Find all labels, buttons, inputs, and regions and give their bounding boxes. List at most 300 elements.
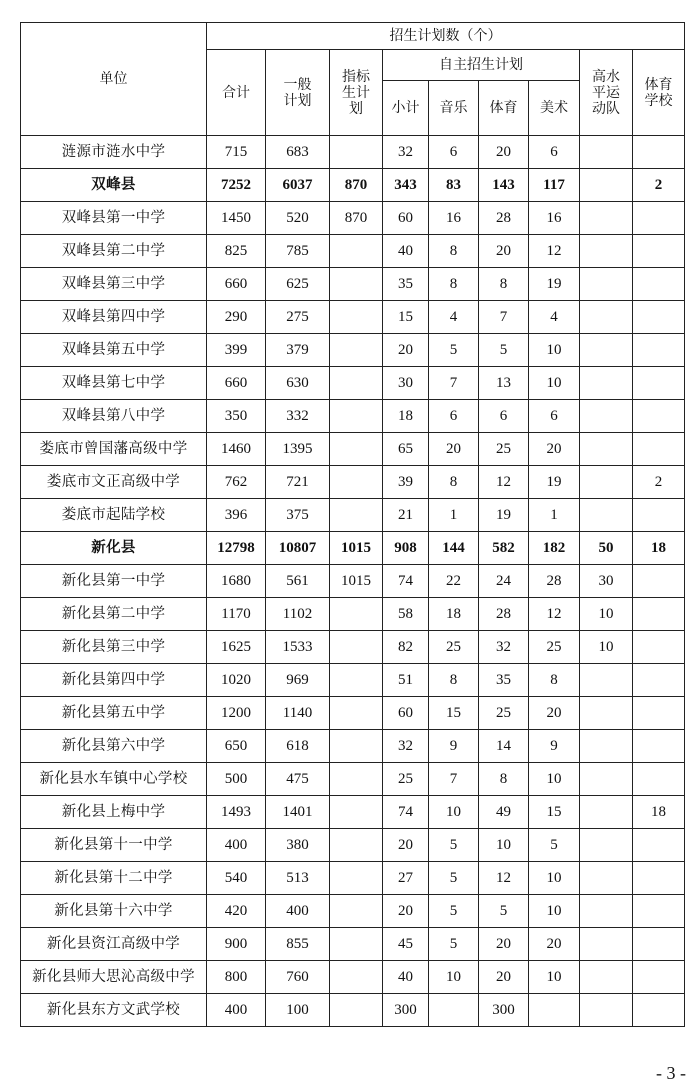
subtotal-cell: 30 — [383, 367, 429, 400]
table-row — [21, 367, 685, 400]
sports-cell: 20 — [479, 136, 529, 169]
music-cell: 22 — [429, 565, 479, 598]
high-level-cell — [580, 730, 633, 763]
indicator-cell: 870 — [330, 169, 383, 202]
sports-school-cell — [633, 235, 685, 268]
general-cell: 618 — [266, 730, 330, 763]
art-cell: 20 — [529, 433, 580, 466]
general-cell: 520 — [266, 202, 330, 235]
unit-cell: 新化县师大思沁高级中学 — [21, 961, 207, 994]
header-sports: 体育 — [479, 81, 529, 136]
header-self-enrollment: 自主招生计划 — [383, 50, 580, 81]
indicator-cell — [330, 631, 383, 664]
indicator-cell — [330, 499, 383, 532]
unit-cell: 双峰县第八中学 — [21, 400, 207, 433]
subtotal-cell: 39 — [383, 466, 429, 499]
art-cell: 15 — [529, 796, 580, 829]
unit-cell: 新化县第五中学 — [21, 697, 207, 730]
table-row — [21, 994, 685, 1027]
header-subtotal: 小计 — [383, 81, 429, 136]
high-level-cell — [580, 763, 633, 796]
high-level-cell — [580, 268, 633, 301]
unit-cell: 新化县第十二中学 — [21, 862, 207, 895]
total-cell: 396 — [207, 499, 266, 532]
sports-cell: 8 — [479, 763, 529, 796]
total-cell: 825 — [207, 235, 266, 268]
art-cell: 8 — [529, 664, 580, 697]
unit-cell: 新化县 — [21, 532, 207, 565]
sports-school-cell — [633, 631, 685, 664]
art-cell: 4 — [529, 301, 580, 334]
sports-cell: 7 — [479, 301, 529, 334]
subtotal-cell: 74 — [383, 796, 429, 829]
general-cell: 380 — [266, 829, 330, 862]
unit-cell: 娄底市曾国藩高级中学 — [21, 433, 207, 466]
sports-school-cell: 18 — [633, 532, 685, 565]
total-cell: 7252 — [207, 169, 266, 202]
table-row — [21, 697, 685, 730]
general-cell: 400 — [266, 895, 330, 928]
indicator-cell: 1015 — [330, 565, 383, 598]
high-level-cell — [580, 169, 633, 202]
subtotal-cell: 60 — [383, 202, 429, 235]
art-cell: 16 — [529, 202, 580, 235]
total-cell: 1450 — [207, 202, 266, 235]
subtotal-cell: 40 — [383, 235, 429, 268]
music-cell: 9 — [429, 730, 479, 763]
header-art: 美术 — [529, 81, 580, 136]
indicator-cell — [330, 730, 383, 763]
total-cell: 650 — [207, 730, 266, 763]
art-cell: 9 — [529, 730, 580, 763]
sports-cell: 6 — [479, 400, 529, 433]
unit-cell: 新化县第六中学 — [21, 730, 207, 763]
table-row — [21, 301, 685, 334]
subtotal-cell: 15 — [383, 301, 429, 334]
indicator-cell — [330, 697, 383, 730]
subtotal-cell: 74 — [383, 565, 429, 598]
indicator-cell — [330, 961, 383, 994]
subtotal-cell: 45 — [383, 928, 429, 961]
table-row — [21, 433, 685, 466]
sports-cell: 143 — [479, 169, 529, 202]
subtotal-cell: 27 — [383, 862, 429, 895]
sports-school-cell — [633, 895, 685, 928]
music-cell: 8 — [429, 466, 479, 499]
subtotal-cell: 21 — [383, 499, 429, 532]
general-cell: 1533 — [266, 631, 330, 664]
table-row — [21, 334, 685, 367]
subtotal-cell: 908 — [383, 532, 429, 565]
unit-cell: 新化县第三中学 — [21, 631, 207, 664]
sports-school-cell — [633, 862, 685, 895]
music-cell: 5 — [429, 895, 479, 928]
sports-cell: 300 — [479, 994, 529, 1027]
general-cell: 969 — [266, 664, 330, 697]
high-level-cell — [580, 697, 633, 730]
general-cell: 332 — [266, 400, 330, 433]
subtotal-cell: 58 — [383, 598, 429, 631]
general-cell: 561 — [266, 565, 330, 598]
high-level-cell — [580, 433, 633, 466]
unit-cell: 新化县资江高级中学 — [21, 928, 207, 961]
sports-school-cell — [633, 697, 685, 730]
total-cell: 540 — [207, 862, 266, 895]
music-cell: 15 — [429, 697, 479, 730]
unit-cell: 新化县东方文武学校 — [21, 994, 207, 1027]
high-level-cell — [580, 466, 633, 499]
subtotal-cell: 20 — [383, 895, 429, 928]
unit-cell: 双峰县第五中学 — [21, 334, 207, 367]
total-cell: 1020 — [207, 664, 266, 697]
table-row — [21, 631, 685, 664]
art-cell — [529, 994, 580, 1027]
high-level-cell — [580, 829, 633, 862]
total-cell: 762 — [207, 466, 266, 499]
total-cell: 1200 — [207, 697, 266, 730]
art-cell: 6 — [529, 400, 580, 433]
indicator-cell — [330, 598, 383, 631]
sports-cell: 25 — [479, 433, 529, 466]
music-cell: 5 — [429, 862, 479, 895]
sports-school-cell — [633, 565, 685, 598]
sports-cell: 10 — [479, 829, 529, 862]
art-cell: 5 — [529, 829, 580, 862]
high-level-cell: 10 — [580, 631, 633, 664]
general-cell: 375 — [266, 499, 330, 532]
art-cell: 19 — [529, 466, 580, 499]
music-cell: 4 — [429, 301, 479, 334]
unit-cell: 双峰县第三中学 — [21, 268, 207, 301]
subtotal-cell: 32 — [383, 730, 429, 763]
table-row — [21, 763, 685, 796]
sports-cell: 28 — [479, 202, 529, 235]
sports-cell: 8 — [479, 268, 529, 301]
total-cell: 715 — [207, 136, 266, 169]
unit-cell: 娄底市文正高级中学 — [21, 466, 207, 499]
sports-cell: 12 — [479, 466, 529, 499]
high-level-cell — [580, 895, 633, 928]
general-cell: 10807 — [266, 532, 330, 565]
high-level-cell — [580, 235, 633, 268]
sports-school-cell — [633, 994, 685, 1027]
sports-cell: 20 — [479, 928, 529, 961]
sports-school-cell — [633, 928, 685, 961]
total-cell: 400 — [207, 994, 266, 1027]
high-level-cell — [580, 301, 633, 334]
art-cell: 20 — [529, 928, 580, 961]
total-cell: 660 — [207, 367, 266, 400]
table-row — [21, 730, 685, 763]
general-cell: 855 — [266, 928, 330, 961]
subtotal-cell: 18 — [383, 400, 429, 433]
header-high-level-team: 高水 平运 动队 — [580, 50, 633, 136]
general-cell: 721 — [266, 466, 330, 499]
unit-cell: 双峰县第七中学 — [21, 367, 207, 400]
high-level-cell: 50 — [580, 532, 633, 565]
music-cell: 6 — [429, 400, 479, 433]
sports-school-cell — [633, 136, 685, 169]
music-cell: 6 — [429, 136, 479, 169]
unit-cell: 新化县第一中学 — [21, 565, 207, 598]
header-general: 一般 计划 — [266, 50, 330, 136]
total-cell: 1680 — [207, 565, 266, 598]
indicator-cell — [330, 235, 383, 268]
sports-cell: 14 — [479, 730, 529, 763]
indicator-cell — [330, 862, 383, 895]
indicator-cell — [330, 796, 383, 829]
sports-school-cell — [633, 334, 685, 367]
general-cell: 475 — [266, 763, 330, 796]
sports-cell: 25 — [479, 697, 529, 730]
total-cell: 399 — [207, 334, 266, 367]
indicator-cell — [330, 664, 383, 697]
sports-school-cell — [633, 202, 685, 235]
art-cell: 10 — [529, 895, 580, 928]
sports-school-cell — [633, 400, 685, 433]
sports-school-cell — [633, 301, 685, 334]
art-cell: 12 — [529, 598, 580, 631]
table-row — [21, 565, 685, 598]
sports-school-cell — [633, 961, 685, 994]
unit-cell: 双峰县第四中学 — [21, 301, 207, 334]
music-cell: 5 — [429, 829, 479, 862]
high-level-cell — [580, 136, 633, 169]
sports-school-cell — [633, 598, 685, 631]
indicator-cell — [330, 268, 383, 301]
indicator-cell — [330, 763, 383, 796]
general-cell: 760 — [266, 961, 330, 994]
subtotal-cell: 32 — [383, 136, 429, 169]
high-level-cell — [580, 664, 633, 697]
sports-school-cell: 2 — [633, 169, 685, 202]
table-row — [21, 895, 685, 928]
music-cell: 1 — [429, 499, 479, 532]
sports-cell: 19 — [479, 499, 529, 532]
high-level-cell — [580, 961, 633, 994]
sports-cell: 12 — [479, 862, 529, 895]
high-level-cell — [580, 334, 633, 367]
sports-cell: 28 — [479, 598, 529, 631]
table-row — [21, 829, 685, 862]
sports-cell: 24 — [479, 565, 529, 598]
subtotal-cell: 60 — [383, 697, 429, 730]
table-row — [21, 796, 685, 829]
music-cell: 5 — [429, 928, 479, 961]
general-cell: 6037 — [266, 169, 330, 202]
indicator-cell: 1015 — [330, 532, 383, 565]
general-cell: 683 — [266, 136, 330, 169]
general-cell: 379 — [266, 334, 330, 367]
music-cell: 8 — [429, 664, 479, 697]
unit-cell: 新化县第四中学 — [21, 664, 207, 697]
general-cell: 1395 — [266, 433, 330, 466]
music-cell: 8 — [429, 235, 479, 268]
sports-cell: 49 — [479, 796, 529, 829]
subtotal-cell: 35 — [383, 268, 429, 301]
subtotal-cell: 40 — [383, 961, 429, 994]
indicator-cell — [330, 301, 383, 334]
sports-cell: 20 — [479, 235, 529, 268]
table-row — [21, 961, 685, 994]
music-cell: 7 — [429, 367, 479, 400]
unit-cell: 新化县上梅中学 — [21, 796, 207, 829]
sports-cell: 5 — [479, 334, 529, 367]
county-row — [21, 169, 685, 202]
high-level-cell — [580, 994, 633, 1027]
subtotal-cell: 300 — [383, 994, 429, 1027]
total-cell: 350 — [207, 400, 266, 433]
header-music: 音乐 — [429, 81, 479, 136]
high-level-cell: 30 — [580, 565, 633, 598]
unit-cell: 新化县第十六中学 — [21, 895, 207, 928]
art-cell: 10 — [529, 961, 580, 994]
table-row — [21, 598, 685, 631]
general-cell: 513 — [266, 862, 330, 895]
header-plan-title: 招生计划数（个） — [207, 23, 685, 50]
sports-cell: 5 — [479, 895, 529, 928]
total-cell: 1493 — [207, 796, 266, 829]
sports-cell: 32 — [479, 631, 529, 664]
table-body — [21, 136, 685, 1027]
art-cell: 20 — [529, 697, 580, 730]
indicator-cell — [330, 136, 383, 169]
music-cell: 20 — [429, 433, 479, 466]
art-cell: 6 — [529, 136, 580, 169]
art-cell: 10 — [529, 862, 580, 895]
music-cell: 8 — [429, 268, 479, 301]
art-cell: 182 — [529, 532, 580, 565]
table-row — [21, 136, 685, 169]
sports-school-cell — [633, 367, 685, 400]
high-level-cell — [580, 928, 633, 961]
subtotal-cell: 65 — [383, 433, 429, 466]
unit-cell: 双峰县 — [21, 169, 207, 202]
total-cell: 290 — [207, 301, 266, 334]
table-row — [21, 466, 685, 499]
total-cell: 500 — [207, 763, 266, 796]
indicator-cell — [330, 994, 383, 1027]
art-cell: 19 — [529, 268, 580, 301]
art-cell: 117 — [529, 169, 580, 202]
table-row — [21, 928, 685, 961]
music-cell — [429, 994, 479, 1027]
table-row — [21, 499, 685, 532]
art-cell: 25 — [529, 631, 580, 664]
table-row — [21, 664, 685, 697]
unit-cell: 新化县第二中学 — [21, 598, 207, 631]
sports-school-cell — [633, 433, 685, 466]
subtotal-cell: 51 — [383, 664, 429, 697]
music-cell: 18 — [429, 598, 479, 631]
sports-school-cell: 18 — [633, 796, 685, 829]
sports-school-cell — [633, 730, 685, 763]
subtotal-cell: 82 — [383, 631, 429, 664]
general-cell: 625 — [266, 268, 330, 301]
unit-cell: 双峰县第二中学 — [21, 235, 207, 268]
general-cell: 1401 — [266, 796, 330, 829]
sports-cell: 20 — [479, 961, 529, 994]
music-cell: 144 — [429, 532, 479, 565]
total-cell: 420 — [207, 895, 266, 928]
indicator-cell — [330, 466, 383, 499]
total-cell: 12798 — [207, 532, 266, 565]
sports-cell: 13 — [479, 367, 529, 400]
table-row — [21, 862, 685, 895]
table-row — [21, 202, 685, 235]
high-level-cell — [580, 796, 633, 829]
page-number: - 3 - — [656, 1063, 686, 1083]
music-cell: 25 — [429, 631, 479, 664]
header-indicator: 指标 生计 划 — [330, 50, 383, 136]
indicator-cell — [330, 433, 383, 466]
unit-cell: 双峰县第一中学 — [21, 202, 207, 235]
art-cell: 10 — [529, 367, 580, 400]
subtotal-cell: 20 — [383, 829, 429, 862]
high-level-cell — [580, 400, 633, 433]
general-cell: 1102 — [266, 598, 330, 631]
general-cell: 630 — [266, 367, 330, 400]
art-cell: 12 — [529, 235, 580, 268]
music-cell: 10 — [429, 796, 479, 829]
music-cell: 16 — [429, 202, 479, 235]
music-cell: 5 — [429, 334, 479, 367]
indicator-cell: 870 — [330, 202, 383, 235]
indicator-cell — [330, 400, 383, 433]
art-cell: 10 — [529, 334, 580, 367]
music-cell: 7 — [429, 763, 479, 796]
indicator-cell — [330, 334, 383, 367]
sports-school-cell — [633, 763, 685, 796]
general-cell: 1140 — [266, 697, 330, 730]
county-row — [21, 532, 685, 565]
table-row — [21, 400, 685, 433]
subtotal-cell: 25 — [383, 763, 429, 796]
table-row — [21, 268, 685, 301]
indicator-cell — [330, 829, 383, 862]
header-total: 合计 — [207, 50, 266, 136]
music-cell: 10 — [429, 961, 479, 994]
indicator-cell — [330, 367, 383, 400]
unit-cell: 新化县水车镇中心学校 — [21, 763, 207, 796]
sports-school-cell — [633, 664, 685, 697]
indicator-cell — [330, 895, 383, 928]
sports-cell: 582 — [479, 532, 529, 565]
sports-cell: 35 — [479, 664, 529, 697]
total-cell: 800 — [207, 961, 266, 994]
high-level-cell — [580, 202, 633, 235]
high-level-cell — [580, 367, 633, 400]
total-cell: 400 — [207, 829, 266, 862]
general-cell: 785 — [266, 235, 330, 268]
sports-school-cell — [633, 499, 685, 532]
subtotal-cell: 343 — [383, 169, 429, 202]
sports-school-cell — [633, 829, 685, 862]
general-cell: 100 — [266, 994, 330, 1027]
high-level-cell — [580, 499, 633, 532]
unit-cell: 新化县第十一中学 — [21, 829, 207, 862]
unit-cell: 涟源市涟水中学 — [21, 136, 207, 169]
sports-school-cell — [633, 268, 685, 301]
total-cell: 1625 — [207, 631, 266, 664]
total-cell: 1170 — [207, 598, 266, 631]
enrollment-plan-table — [20, 22, 685, 1027]
table-row — [21, 235, 685, 268]
general-cell: 275 — [266, 301, 330, 334]
total-cell: 660 — [207, 268, 266, 301]
header-unit: 单位 — [21, 23, 207, 136]
sports-school-cell: 2 — [633, 466, 685, 499]
